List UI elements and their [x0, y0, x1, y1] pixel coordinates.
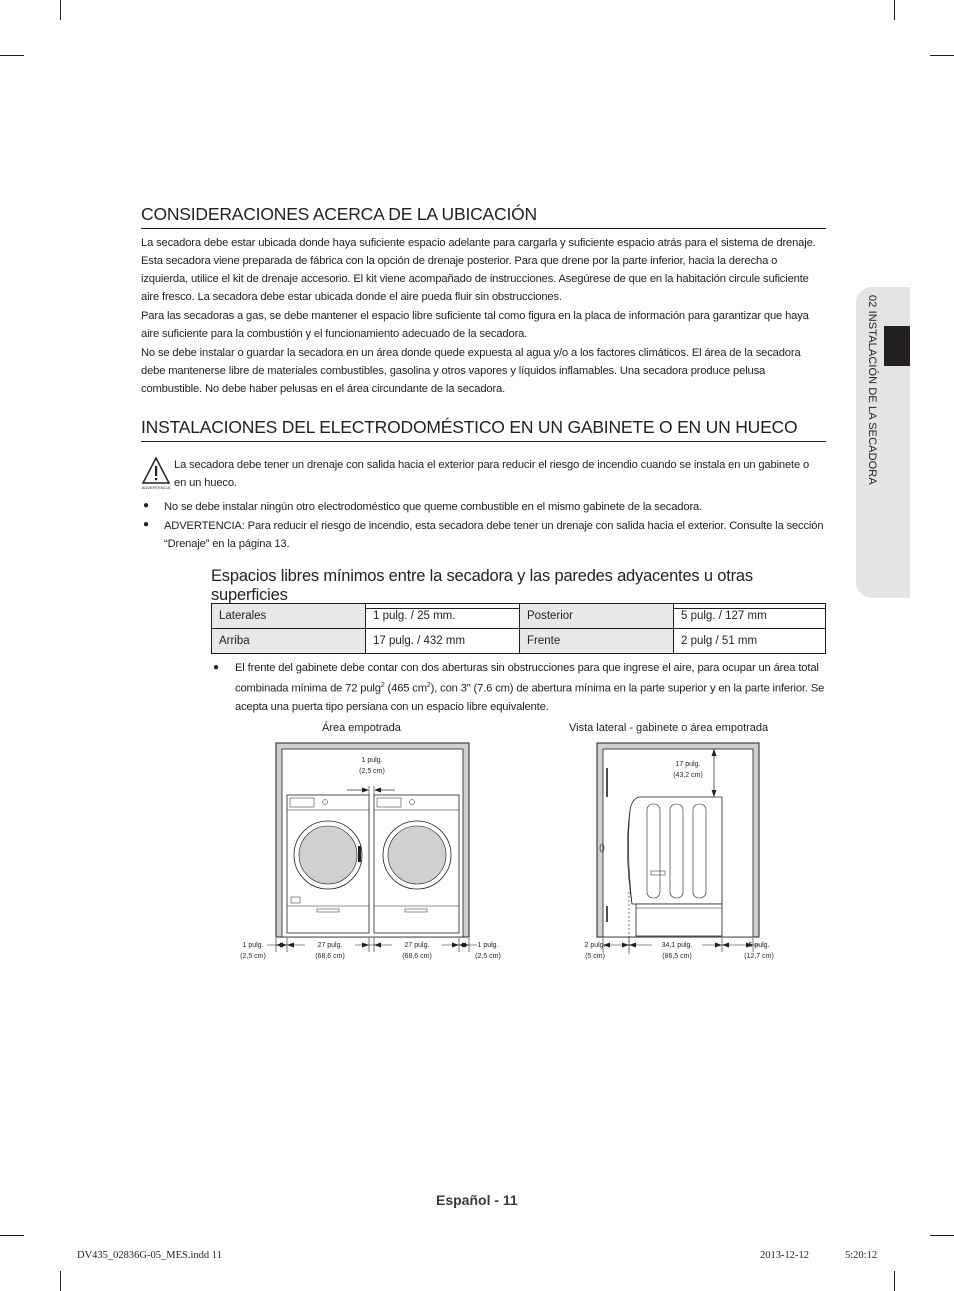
- paragraph: No se debe instalar o guardar la secadora en un área donde quede expuesta al agua y/o a los factores climáticos. El área de la secadora debe mantenerse libre de materiales combustibles, gasolina y otros vapores y líquidos inflamables. Una secadora produce pelusa combustible. No debe haber pelusas en el área circundante de la secadora.: [141, 347, 801, 395]
- dimension-label: 27 pulg. (68,6 cm): [392, 940, 442, 962]
- crop-mark: [930, 55, 954, 56]
- side-view-diagram: [580, 742, 780, 967]
- table-cell: Arriba: [212, 629, 366, 654]
- crop-mark: [0, 1235, 24, 1236]
- figure-caption: Vista lateral - gabinete o área empotrada: [569, 722, 769, 734]
- dimension-label: 1 pulg. (2,5 cm): [240, 942, 266, 960]
- bullet-item: ADVERTENCIA: Para reducir el riesgo de incendio, esta secadora debe tener un drenaje con salida hacia el exterior. Consulte la sección “Drenaje” en la página 13.: [164, 520, 824, 550]
- chapter-tab-marker: [884, 326, 910, 366]
- dimension-label: 27 pulg. (68,6 cm): [305, 940, 355, 962]
- table-cell: 2 pulg / 51 mm: [674, 629, 826, 654]
- bullet-dot: ●: [213, 662, 220, 673]
- clearance-table: [211, 603, 826, 654]
- crop-mark: [60, 1271, 61, 1291]
- recessed-area-diagram: [235, 742, 505, 967]
- dimension-label: 5 pulg. (12,7 cm): [744, 942, 774, 960]
- print-date: 2013-12-12: [760, 1250, 809, 1261]
- paragraph: La secadora debe estar ubicada donde haya suficiente espacio adelante para cargarla y suficiente espacio atrás para el sistema de drenaje. Esta secadora viene preparada de fábrica con la opción de drenaje posterior. Para que drene por la parte inferior, hacia la derecha o izquierda, utilice el kit de drenaje accesorio. El kit viene acompañado de instrucciones. Asegúrese de que en la habitación circule suficiente aire fresco. La secadora debe estar ubicada donde el aire pueda fluir sin obstrucciones.: [141, 237, 816, 303]
- section-title-espacios: Espacios libres mínimos entre la secadora y las paredes adyacentes u otras superficies: [211, 567, 826, 609]
- dimension-label: 1 pulg. (2,5 cm): [475, 942, 501, 960]
- bullet-dot: ●: [143, 519, 150, 530]
- table-row: [212, 629, 826, 654]
- dimension-label: 2 pulg. (5 cm): [584, 942, 606, 960]
- table-row: [212, 604, 826, 629]
- paragraph: Para las secadoras a gas, se debe mantener el espacio libre suficiente tal como figura en la placa de información para garantizar que haya aire suficiente para la combustión y el funcionamiento adecuado de la secadora.: [141, 310, 809, 340]
- section-title-instalaciones: INSTALACIONES DEL ELECTRODOMÉSTICO EN UN GABINETE O EN UN HUECO: [141, 417, 826, 442]
- section-title-ubicacion: CONSIDERACIONES ACERCA DE LA UBICACIÓN: [141, 204, 826, 229]
- crop-mark: [930, 1235, 954, 1236]
- print-time: 5:20:12: [845, 1250, 878, 1261]
- file-name: DV435_02836G-05_MES.indd 11: [77, 1250, 222, 1261]
- table-cell: Laterales: [212, 604, 366, 629]
- crop-mark: [0, 55, 24, 56]
- table-cell: 17 pulg. / 432 mm: [366, 629, 520, 654]
- bullet-item: El frente del gabinete debe contar con dos aberturas sin obstrucciones para que ingrese el aire, para ocupar un área total combinada mínima de 72 pulg$^2$ (465 $cm^2$), con 3" (7.6 cm) de abertura mínima en la parte superior y en la parte inferior. Se acepta una puerta tipo persiana con un espacio libre equivalente.: [235, 662, 825, 713]
- dimension-label: 17 pulg. (43,2 cm): [665, 759, 711, 781]
- crop-mark: [894, 1271, 895, 1291]
- crop-mark: [894, 0, 895, 20]
- dimension-label: 1 pulg. (2,5 cm): [359, 757, 385, 775]
- table-cell: Frente: [520, 629, 674, 654]
- bullet-item: No se debe instalar ningún otro electrodoméstico que queme combustible en el mismo gabinete de la secadora.: [164, 501, 703, 513]
- dimension-label: 34,1 pulg. (86,5 cm): [652, 940, 702, 962]
- figure-caption: Área empotrada: [322, 722, 401, 734]
- crop-mark: [60, 0, 61, 20]
- warning-text: La secadora debe tener un drenaje con salida hacia el exterior para reducir el riesgo de incendio cuando se instala en un gabinete o en un hueco.: [174, 459, 810, 489]
- warning-label: ADVERTENCIA: [141, 485, 171, 490]
- table-cell: 5 pulg. / 127 mm: [674, 604, 826, 629]
- chapter-tab-label: 02 INSTALACIÓN DE LA SECADORA: [866, 295, 878, 485]
- page-number: Español - 11: [436, 1192, 518, 1208]
- table-cell: 1 pulg. / 25 mm.: [366, 604, 520, 629]
- warning-icon: [141, 456, 171, 492]
- table-cell: Posterior: [520, 604, 674, 629]
- bullet-dot: ●: [143, 500, 150, 511]
